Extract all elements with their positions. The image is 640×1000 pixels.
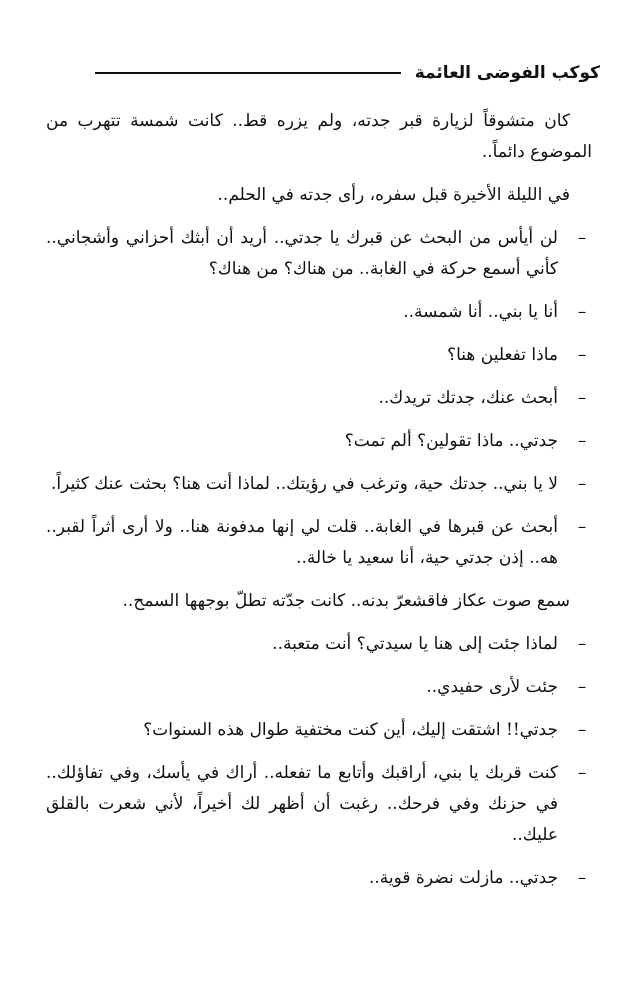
book-title: كوكب الفوضى العائمة xyxy=(414,63,600,83)
dialogue-text: أبحث عن قبرها في الغابة.. قلت لي إنها مدفونة هنا.. ولا أرى أثراً لقبر.. هه.. إذن جدتي حية، أنا سعيد يا خالة.. xyxy=(46,517,558,568)
running-header xyxy=(95,58,600,88)
dialogue-text: أبحث عنك، جدتك تريدك.. xyxy=(378,388,558,408)
dialogue-dash: – xyxy=(577,431,587,451)
dialogue-line xyxy=(46,672,592,703)
dialogue-text: لن أيأس من البحث عن قبرك يا جدتي.. أريد أن أبثك أحزاني وأشجاني.. كأني أسمع حركة في الغابة.. من هناك؟ من هناك؟ xyxy=(46,228,558,279)
dialogue-line xyxy=(46,512,592,574)
dialogue-text: لماذا جئت إلى هنا يا سيدتي؟ أنت متعبة.. xyxy=(272,634,558,654)
dialogue-line xyxy=(46,223,592,285)
header-rule xyxy=(95,72,401,74)
dialogue-dash: – xyxy=(577,763,587,783)
dialogue-dash: – xyxy=(577,345,587,365)
narration-paragraph: في الليلة الأخيرة قبل سفره، رأى جدته في الحلم.. xyxy=(217,185,570,205)
dialogue-line xyxy=(46,340,592,371)
dialogue-dash: – xyxy=(577,677,587,697)
dialogue-dash: – xyxy=(577,388,587,408)
dialogue-line xyxy=(46,758,592,851)
dialogue-line xyxy=(46,383,592,414)
narration-paragraph: سمع صوت عكاز فاقشعرّ بدنه.. كانت جدّته تطلّ بوجهها السمح.. xyxy=(122,591,570,611)
dialogue-text: جدتي!! اشتقت إليك، أين كنت مختفية طوال هذه السنوات؟ xyxy=(143,720,558,740)
narration-paragraph: كان متشوقاً لزيارة قبر جدته، ولم يزره قط.. كانت شمسة تتهرب من الموضوع دائماً.. xyxy=(46,111,592,162)
dialogue-text: جدتي.. ماذا تقولين؟ ألم تمت؟ xyxy=(344,431,558,451)
dialogue-dash: – xyxy=(577,302,587,322)
dialogue-text: لا يا بني.. جدتك حية، وترغب في رؤيتك.. لماذا أنت هنا؟ بحثت عنك كثيراً. xyxy=(51,474,558,494)
dialogue-text: جئت لأرى حفيدي.. xyxy=(426,677,558,697)
dialogue-dash: – xyxy=(577,228,587,248)
dialogue-dash: – xyxy=(577,868,587,888)
dialogue-line xyxy=(46,469,592,500)
dialogue-dash: – xyxy=(577,634,587,654)
dialogue-text: جدتي.. مازلت نضرة قوية.. xyxy=(368,868,558,888)
dialogue-text: أنا يا بني.. أنا شمسة.. xyxy=(403,302,558,322)
dialogue-dash: – xyxy=(577,474,587,494)
dialogue-text: كنت قربك يا بني، أراقبك وأتابع ما تفعله.. أراك في يأسك، وفي تفاؤلك.. في حزنك وفي فرحك.. رغبت أن أظهر لك أخيراً، لأني شعرت بالقلق عليك.. xyxy=(46,763,558,845)
dialogue-dash: – xyxy=(577,517,587,537)
dialogue-line xyxy=(46,715,592,746)
dialogue-line xyxy=(46,426,592,457)
page-body xyxy=(46,106,592,906)
dialogue-line xyxy=(46,297,592,328)
dialogue-line xyxy=(46,629,592,660)
dialogue-dash: – xyxy=(577,720,587,740)
dialogue-text: ماذا تفعلين هنا؟ xyxy=(447,345,558,365)
dialogue-line xyxy=(46,863,592,894)
